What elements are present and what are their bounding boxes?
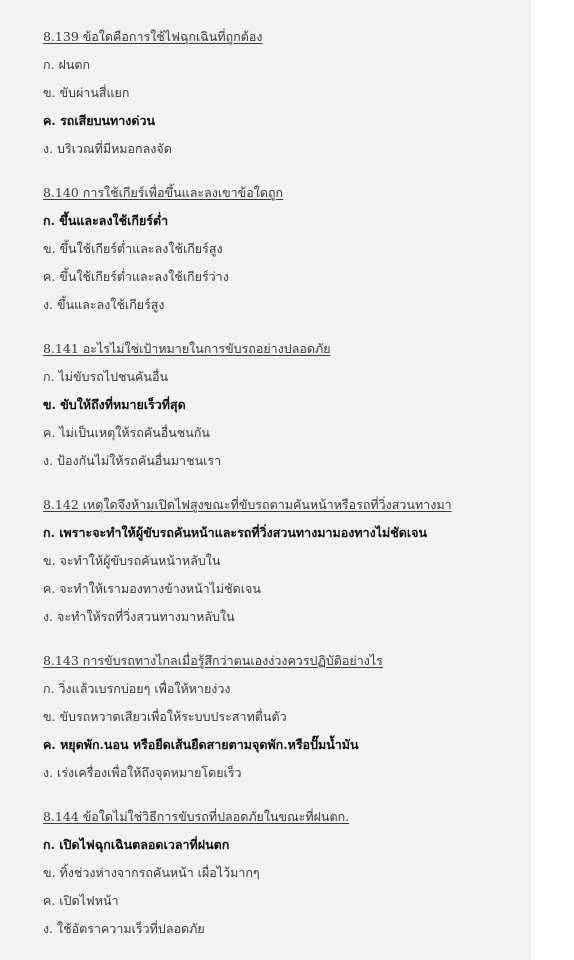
option-d: ง. ขึ้นและลงใช้เกียร์สูง [43,297,165,312]
question-8-139 [43,26,523,166]
option-c: ค. จะทำให้เรามองทางข้างหน้าไม่ชัดเจน [43,581,261,596]
option-d: ง. เร่งเครื่องเพื่อให้ถึงจุดหมายโดยเร็ว [43,765,242,780]
option-b: ข. ขับรถหวาดเสียวเพื่อให้ระบบประสาทตื่นตัว [43,709,287,724]
question-8-143 [43,650,523,790]
option-c: ค. เปิดไฟหน้า [43,893,119,908]
option-b-correct: ข. ขับให้ถึงที่หมายเร็วที่สุด [43,397,186,412]
option-a-correct: ก. เปิดไฟฉุกเฉินตลอดเวลาที่ฝนตก [43,837,230,852]
option-c-correct: ค. รถเสียบนทางด่วน [43,113,156,128]
option-d: ง. ป้องกันไม่ให้รถคันอื่นมาชนเรา [43,453,222,468]
option-b: ข. จะทำให้ผู้ขับรถคันหน้าหลับใน [43,553,221,568]
question-8-144 [43,806,523,946]
option-c-correct: ค. หยุดพัก.นอน หรือยืดเส้นยืดสายตามจุดพัก.หรือปั๊มน้ำมัน [43,737,359,752]
option-d: ง. ใช้อัตราความเร็วที่ปลอดภัย [43,921,205,936]
option-b: ข. ขึ้นใช้เกียร์ต่ำและลงใช้เกียร์สูง [43,241,223,256]
option-d: ง. บริเวณที่มีหมอกลงจัด [43,141,172,156]
question-8-141 [43,338,523,478]
question-spacer [43,790,523,806]
option-b: ข. ทิ้งช่วงห่างจากรถคันหน้า เผื่อไว้มากๆ [43,865,260,880]
option-a: ก. ไม่ขับรถไปชนคันอื่น [43,369,169,384]
option-a: ก. ฝนตก [43,57,91,72]
question-title: 8.141 อะไรไม่ใช่เป้าหมายในการขับรถอย่างปลอดภัย [43,341,331,356]
question-spacer [43,478,523,494]
option-a: ก. วิ่งแล้วเบรกบ่อยๆ เพื่อให้หายง่วง [43,681,231,696]
question-8-142 [43,494,523,634]
question-spacer [43,322,523,338]
option-a-correct: ก. ขึ้นและลงใช้เกียร์ต่ำ [43,213,169,228]
option-c: ค. ไม่เป็นเหตุให้รถคันอื่นชนกัน [43,425,210,440]
question-spacer [43,634,523,650]
question-title: 8.144 ข้อใดไม่ใช่วิธีการขับรถที่ปลอดภัยในขณะที่ฝนตก. [43,809,350,824]
option-b: ข. ขับผ่านสี่แยก [43,85,130,100]
question-title: 8.143 การขับรถทางไกลเมื่อรู้สึกว่าตนเองง่วงควรปฏิบัติอย่างไร [43,653,383,668]
option-c: ค. ขึ้นใช้เกียร์ต่ำและลงใช้เกียร์ว่าง [43,269,229,284]
question-title: 8.140 การใช้เกียร์เพื่อขึ้นและลงเขาข้อใดถูก [43,185,284,200]
question-8-140 [43,182,523,322]
question-title: 8.139 ข้อใดคือการใช้ไฟฉุกเฉินที่ถูกต้อง [43,29,263,44]
option-a-correct: ก. เพราะจะทำให้ผู้ขับรถคันหน้าและรถที่วิ่งสวนทางมามองทางไม่ชัดเจน [43,525,428,540]
question-spacer [43,166,523,182]
option-d: ง. จะทำให้รถที่วิ่งสวนทางมาหลับใน [43,609,235,624]
quiz-list [43,26,523,946]
question-title: 8.142 เหตุใดจึงห้ามเปิดไฟสูงขณะที่ขับรถตามคันหน้าหรือรถที่วิ่งสวนทางมา [43,497,452,512]
